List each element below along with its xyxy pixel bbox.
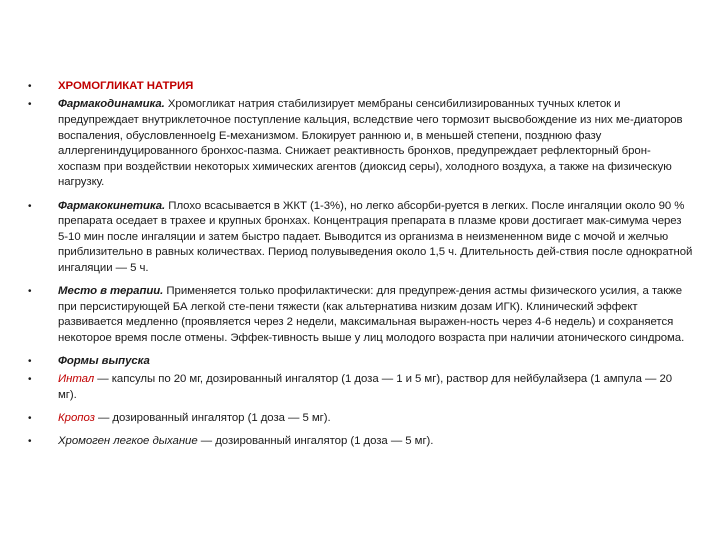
slide-title: ХРОМОГЛИКАТ НАТРИЯ xyxy=(58,80,194,92)
list-item-therapy-place xyxy=(28,284,693,346)
bullet-icon: • xyxy=(28,286,32,298)
intal-text: — капсулы по 20 мг, дозированный ингалятор (1 доза — 1 и 5 мг), раствор для нейбулайзера (1 ампула — 20 мг). xyxy=(58,373,673,402)
pharmacokinetics-text: Плохо всасывается в ЖКТ (1-3%), но легко абсорби-руется в легких. После ингаляции около 90 % препарата оседает в трахее и крупных бронхах. Концентрация препарата в плазме крови достигает мак-симума через 5-10 мин после ингаляции и затем быстро падает. Выводится из организма в неизмененном виде с мочой и желчью приблизительно в равных количествах. Период полувыведения около 1,5 ч. Длительность дей-ствия после однократной ингаляции — 5 ч. xyxy=(58,199,693,274)
list-item-intal xyxy=(28,372,693,403)
cropoz-text: — дозированный ингалятор (1 доза — 5 мг). xyxy=(94,412,331,425)
list-item-chromogen xyxy=(28,434,693,450)
list-item-pharmacodynamics xyxy=(28,97,693,191)
bullet-icon: • xyxy=(28,81,32,92)
therapy-place-term: Место в терапии. xyxy=(58,285,164,298)
list-item-release-forms xyxy=(28,354,693,370)
pharmacodynamics-term: Фармакодинамика. xyxy=(58,98,165,111)
pharmacokinetics-term: Фармакокинетика. xyxy=(58,199,166,212)
cropoz-brand: Кропоз xyxy=(58,412,95,425)
bullet-list xyxy=(28,79,693,458)
pharmacodynamics-text: Хромогликат натрия стабилизирует мембраны сенсибилизированных тучных клеток и предупреждает внутриклеточное поступление кальция, вследствие чего тормозит высвобождение из них ме-диаторов воспаления, обусловленноеIg Е-механизмом. Блокирует раннюю и, в меньшей степени, позднюю фазу аллергениндуцированного бронхос-пазма. Снижает реактивность бронхов, предупреждает рефлекторный брон-хоспазм при воздействии некоторых химических агентов (диоксид серы), холодного воздуха, а также на физическую нагрузку. xyxy=(58,98,683,189)
chromogen-brand: Хромоген легкое дыхание xyxy=(58,435,198,448)
list-item-title xyxy=(28,79,693,95)
intal-brand: Интал xyxy=(58,373,95,386)
bullet-icon: • xyxy=(28,356,32,368)
bullet-icon: • xyxy=(28,374,32,386)
list-item-cropoz xyxy=(28,411,693,427)
chromogen-text: — дозированный ингалятор (1 доза — 5 мг). xyxy=(197,435,434,448)
list-item-pharmacokinetics xyxy=(28,199,693,277)
bullet-icon: • xyxy=(28,99,32,111)
therapy-place-text: Применяется только профилактически: для предупреж-дения астмы физического усилия, а также при персистирующей БА легкой сте-пени тяжести (как альтернатива низким дозам ИГК). Клинический эффект развивается медленно (проявляется через 2 недели, максимальная выражен-ность через 4-6 недель) и сохраняется некоторое время после отмены. Эффек-тивность выше у лиц молодого возраста при наличии атонического синдрома. xyxy=(58,285,685,344)
bullet-icon: • xyxy=(28,436,32,448)
bullet-icon: • xyxy=(28,200,32,212)
release-forms-term: Формы выпуска xyxy=(58,355,150,368)
bullet-icon: • xyxy=(28,413,32,425)
